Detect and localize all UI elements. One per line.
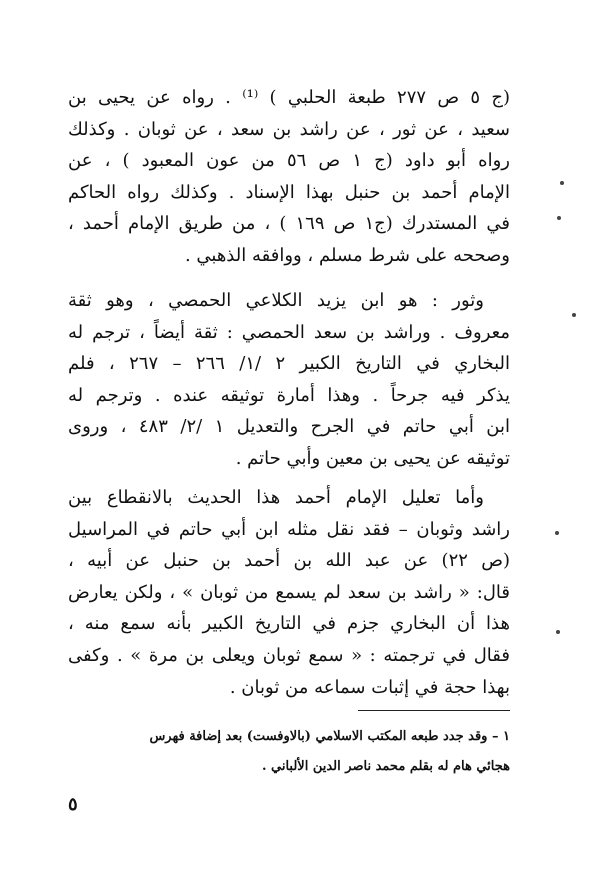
footnote [68, 722, 510, 782]
footnote-line: ١ – وقد جدد طبعه المكتب الاسلامي (بالاوفست) بعد إضافة فهرس [149, 729, 510, 744]
text-line: وأما تعليل الإمام أحمد هذا الحديث بالانقطاع بين [68, 487, 484, 508]
text-line: هذا أن البخاري جزم في التاريخ الكبير بأنه سمع منه ، [68, 613, 510, 635]
text-line: بهذا حجة في إثبات سماعه من ثوبان . [229, 676, 510, 698]
text-line: سعيد ، عن ثور ، عن راشد بن سعد ، عن ثوبان . وكذلك [68, 118, 510, 140]
text-line: البخاري في التاريخ الكبير ٢ /١/ ٢٦٦ – ٢٦٧ ، فلم [68, 353, 510, 375]
scan-speck [557, 216, 561, 220]
text-line: راشد وثوبان – فقد نقل مثله ابن أبي حاتم في المراسيل [68, 518, 510, 540]
text-line: في المستدرك (ج١ ص ١٦٩ ) ، من طريق الإمام أحمد ، [68, 213, 510, 235]
text-line: (ج ٥ ص ٢٧٧ طبعة الحلبي ) ⁽¹⁾ . رواه عن يحيى بن [68, 87, 510, 108]
text-line: فقال في ترجمته : « سمع ثوبان ويعلى بن مرة » . وكفى [68, 644, 510, 666]
footnote-line: هجائي هام له بقلم محمد ناصر الدين الألباني . [261, 759, 510, 774]
paragraph-2 [68, 285, 510, 475]
text-line: يذكر فيه جرحاً . وهذا أمارة توثيقه عنده . وترجم له [68, 384, 510, 406]
text-line: ابن أبي حاتم في الجرح والتعديل ١ /٢/ ٤٨٣ ، وروى [68, 416, 510, 438]
text-line: قال: « راشد بن سعد لم يسمع من ثوبان » ، ولكن يعارض [68, 581, 510, 603]
page-number: ٥ [68, 794, 78, 815]
text-line: معروف . وراشد بن سعد الحمصي : ثقة أيضاً ، ترجم له [68, 321, 510, 343]
text-line: وثور : هو ابن يزيد الكلاعي الحمصي ، وهو ثقة [68, 290, 484, 311]
paragraph-1 [68, 82, 510, 272]
text-line: وصححه على شرط مسلم ، ووافقه الذهبي . [184, 244, 510, 266]
scan-speck [560, 181, 564, 185]
text-line: توثيقه عن يحيى بن معين وأبي حاتم . [235, 447, 510, 469]
scan-speck [555, 531, 559, 535]
paragraph-3 [68, 482, 510, 703]
text-line: رواه أبو داود (ج ١ ص ٥٦ من عون المعبود ) ، عن [68, 150, 510, 172]
text-line: الإمام أحمد بن حنبل بهذا الإسناد . وكذلك رواه الحاكم [68, 181, 510, 203]
scan-speck [556, 630, 560, 634]
footnote-divider [358, 710, 510, 711]
text-line: (ص ٢٢) عن عبد الله بن أحمد بن حنبل عن أبيه ، [68, 550, 510, 572]
scan-speck [572, 313, 576, 317]
